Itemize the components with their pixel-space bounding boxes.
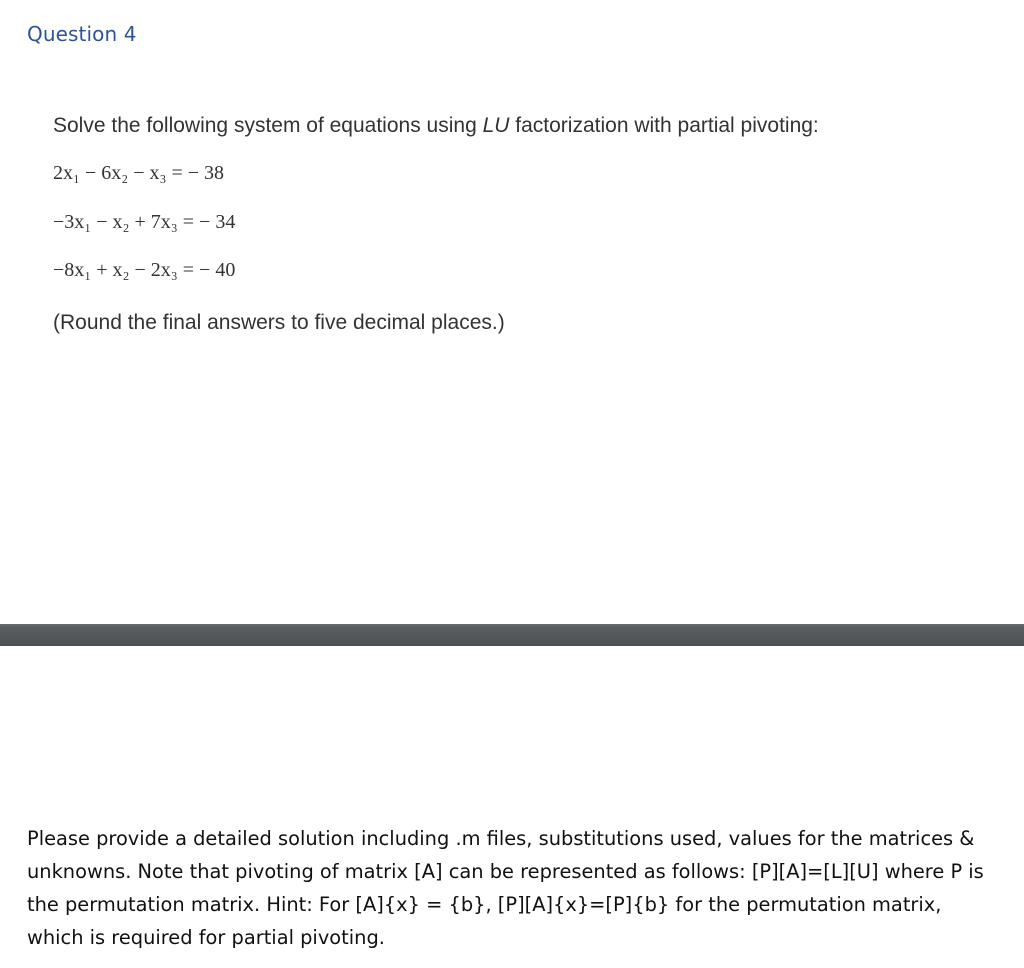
equation-3: −8x₁ + x₂ − 2x₃ = − 40 [53, 259, 236, 281]
question-prompt [53, 114, 819, 138]
prompt-text-before: Solve the following system of equations using [53, 114, 483, 137]
rounding-instruction: (Round the final answers to five decimal places.) [53, 311, 505, 334]
equation-1: 2x₁ − 6x₂ − x₃ = − 38 [53, 162, 225, 184]
equation-2: −3x₁ − x₂ + 7x₃ = − 34 [53, 211, 236, 233]
prompt-text-after: factorization with partial pivoting: [509, 114, 819, 137]
prompt-emphasis-lu: LU [482, 114, 510, 137]
solution-request-note: Please provide a detailed solution including .m files, substitutions used, values for the matrices & unknowns. Note that pivoting of matrix [A] can be represented as follows: [P][A]=[L][U] where P is the permutation matrix. Hint: For [A]{x} = {b}, [P][A]{x}=[P]{b} for the permutation matrix, which is required for partial pivoting. [27, 827, 984, 949]
section-divider [0, 624, 1024, 646]
question-title: Question 4 [27, 22, 137, 46]
